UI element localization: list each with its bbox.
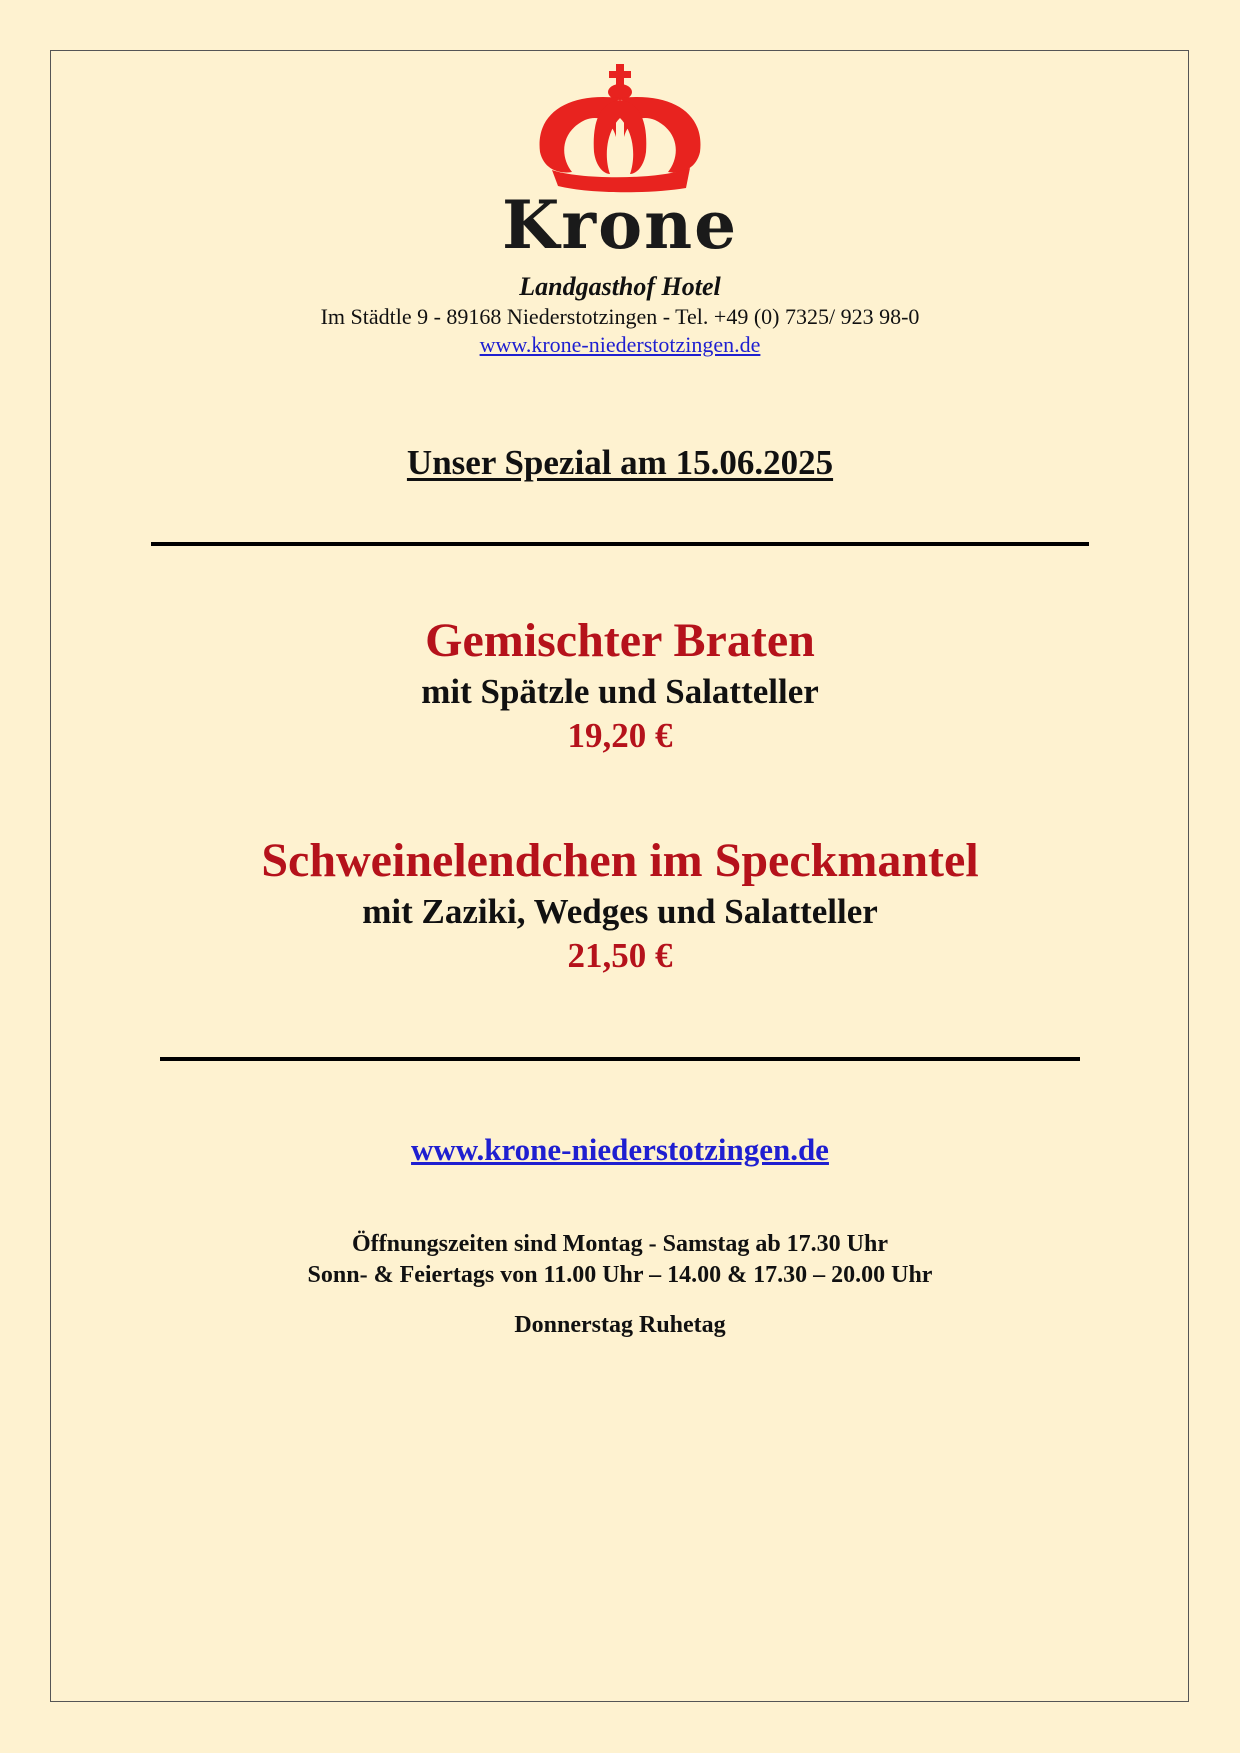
dish-1-price: 19,20 € <box>567 716 673 755</box>
hotel-address: Im Städtle 9 - 89168 Niederstotzingen - Tel. +49 (0) 7325/ 923 98-0 <box>320 304 920 329</box>
footer-website-link[interactable]: www.krone-niederstotzingen.de <box>411 1132 829 1167</box>
dish-2-description: mit Zaziki, Wedges und Salatteller <box>362 892 878 931</box>
header-website-link[interactable]: www.krone-niederstotzingen.de <box>479 332 761 357</box>
divider-bottom <box>160 1057 1080 1061</box>
header-website-container <box>0 332 1240 358</box>
divider-top <box>151 542 1089 546</box>
opening-hours-weekdays: Öffnungszeiten sind Montag - Samstag ab 17.30 Uhr <box>351 1231 889 1257</box>
svg-text:Krone: Krone <box>501 186 739 264</box>
opening-hours-sundays: Sonn- & Feiertags von 11.00 Uhr – 14.00 & 17.30 – 20.00 Uhr <box>307 1262 933 1288</box>
closed-day: Donnerstag Ruhetag <box>514 1312 726 1338</box>
hotel-subtitle: Landgasthof Hotel <box>519 272 721 301</box>
krone-wordmark-logo <box>501 186 739 264</box>
crown-logo-icon <box>530 62 710 194</box>
special-heading: Unser Spezial am 15.06.2025 <box>406 443 834 482</box>
dish-2-price: 21,50 € <box>567 936 673 975</box>
dish-1-description: mit Spätzle und Salatteller <box>421 672 819 711</box>
footer-website-container <box>0 1132 1240 1168</box>
dish-1-title: Gemischter Braten <box>425 614 815 667</box>
dish-2-title: Schweinelendchen im Speckmantel <box>261 834 979 887</box>
